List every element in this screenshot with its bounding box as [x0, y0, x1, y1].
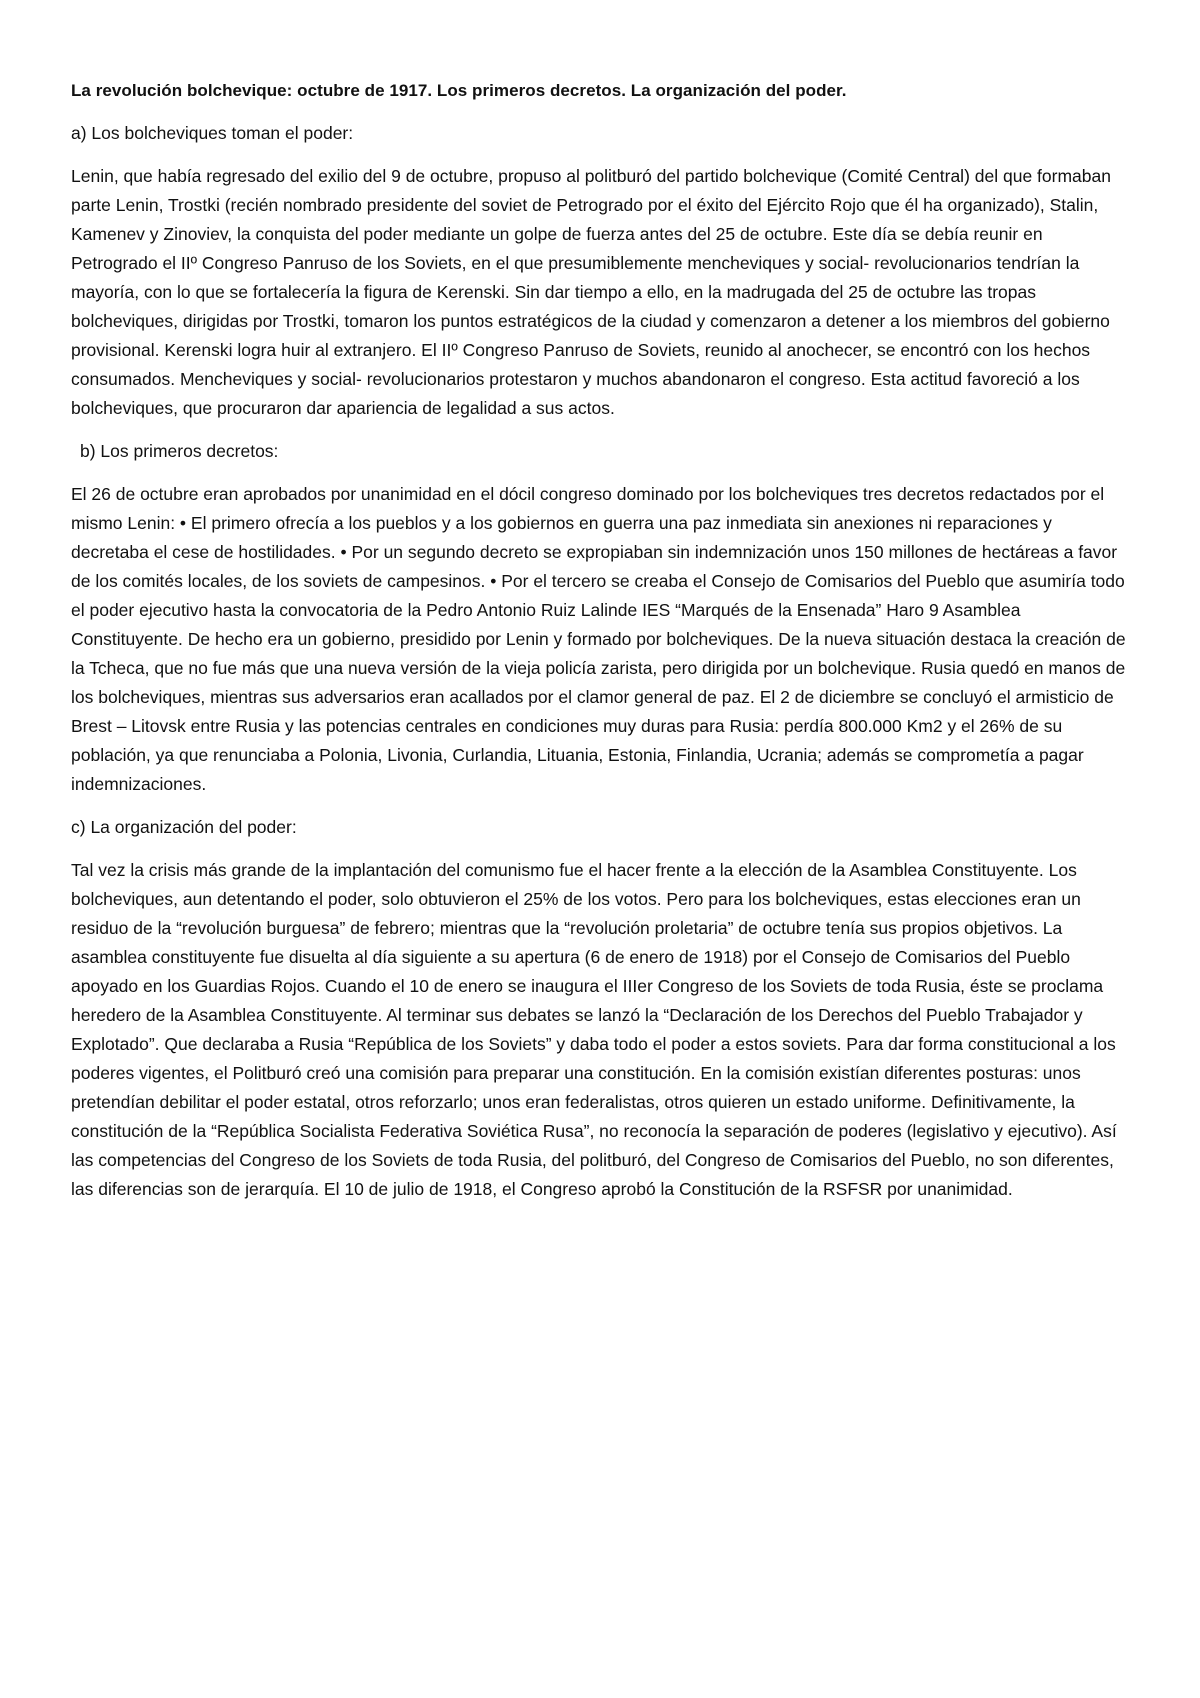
section-body-b: El 26 de octubre eran aprobados por unanimidad en el dócil congreso dominado por los bolcheviques tres decretos redactados por el mismo Lenin: • El primero ofrecía a los pueblos y a los gobiernos en guerra una paz inmediata sin anexiones ni reparaciones y decretaba el cese de hostilidades. • Por un segundo decreto se expropiaban sin indemnización unos 150 millones de hectáreas a favor de los comités locales, de los soviets de campesinos. • Por el tercero se creaba el Consejo de Comisarios del Pueblo que asumiría todo el poder ejecutivo hasta la convocatoria de la Pedro Antonio Ruiz Lalinde IES “Marqués de la Ensenada” Haro 9 Asamblea Constituyente. De hecho era un gobierno, presidido por Lenin y formado por bolcheviques. De la nueva situación destaca la creación de la Tcheca, que no fue más que una nueva versión de la vieja policía zarista, pero dirigida por un bolchevique. Rusia quedó en manos de los bolcheviques, mientras sus adversarios eran acallados por el clamor general de paz. El 2 de diciembre se concluyó el armisticio de Brest – Litovsk entre Rusia y las potencias centrales en condiciones muy duras para Rusia: perdía 800.000 Km2 y el 26% de su población, ya que renunciaba a Polonia, Livonia, Curlandia, Lituania, Estonia, Finlandia, Ucrania; además se comprometía a pagar indemnizaciones.: [71, 484, 1126, 794]
section-body-a: Lenin, que había regresado del exilio del 9 de octubre, propuso al politburó del partido bolchevique (Comité Central) del que formaban parte Lenin, Trostki (recién nombrado presidente del soviet de Petrogrado por el éxito del Ejército Rojo que él ha organizado), Stalin, Kamenev y Zinoviev, la conquista del poder mediante un golpe de fuerza antes del 25 de octubre. Este día se debía reunir en Petrogrado el IIº Congreso Panruso de los Soviets, en el que presumiblemente mencheviques y social- revolucionarios tendrían la mayoría, con lo que se fortalecería la figura de Kerenski. Sin dar tiempo a ello, en la madrugada del 25 de octubre las tropas bolcheviques, dirigidas por Trostki, tomaron los puntos estratégicos de la ciudad y comenzaron a detener a los miembros del gobierno provisional. Kerenski logra huir al extranjero. El IIº Congreso Panruso de Soviets, reunido al anochecer, se encontró con los hechos consumados. Mencheviques y social- revolucionarios protestaron y muchos abandonaron el congreso. Esta actitud favoreció a los bolcheviques, que procuraron dar apariencia de legalidad a sus actos.: [71, 166, 1111, 418]
section-heading-c: c) La organización del poder:: [71, 817, 297, 837]
document-page: [71, 76, 1133, 1218]
section-heading-b: b) Los primeros decretos:: [80, 441, 279, 461]
document-title: La revolución bolchevique: octubre de 1917. Los primeros decretos. La organización del poder.: [71, 81, 847, 100]
section-heading-a: a) Los bolcheviques toman el poder:: [71, 123, 354, 143]
section-body-c: Tal vez la crisis más grande de la implantación del comunismo fue el hacer frente a la elección de la Asamblea Constituyente. Los bolcheviques, aun detentando el poder, solo obtuvieron el 25% de los votos. Pero para los bolcheviques, estas elecciones eran un residuo de la “revolución burguesa” de febrero; mientras que la “revolución proletaria” de octubre tenía sus propios objetivos. La asamblea constituyente fue disuelta al día siguiente a su apertura (6 de enero de 1918) por el Consejo de Comisarios del Pueblo apoyado en los Guardias Rojos. Cuando el 10 de enero se inaugura el IIIer Congreso de los Soviets de toda Rusia, éste se proclama heredero de la Asamblea Constituyente. Al terminar sus debates se lanzó la “Declaración de los Derechos del Pueblo Trabajador y Explotado”. Que declaraba a Rusia “República de los Soviets” y daba todo el poder a estos soviets. Para dar forma constitucional a los poderes vigentes, el Politburó creó una comisión para preparar una constitución. En la comisión existían diferentes posturas: unos pretendían debilitar el poder estatal, otros reforzarlo; unos eran federalistas, otros quieren un estado uniforme. Definitivamente, la constitución de la “República Socialista Federativa Soviética Rusa”, no reconocía la separación de poderes (legislativo y ejecutivo). Así las competencias del Congreso de los Soviets de toda Rusia, del politburó, del Congreso de Comisarios del Pueblo, no son diferentes, las diferencias son de jerarquía. El 10 de julio de 1918, el Congreso aprobó la Constitución de la RSFSR por unanimidad.: [71, 860, 1117, 1199]
